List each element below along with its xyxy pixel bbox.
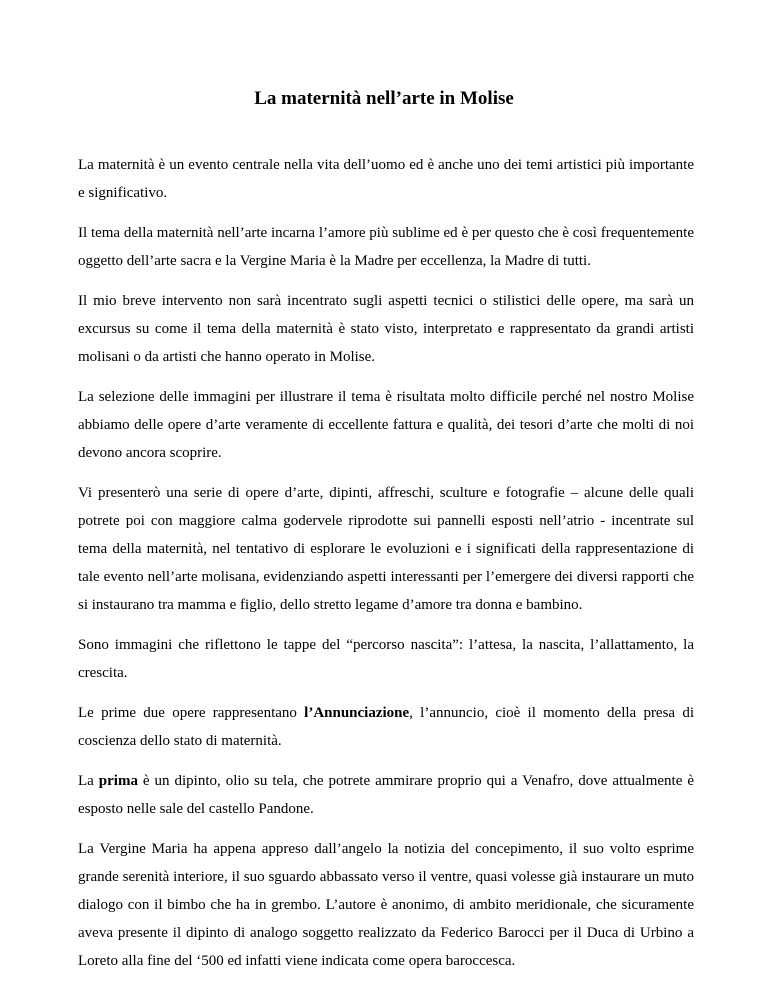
paragraph — [78, 479, 694, 619]
paragraph — [78, 383, 694, 467]
paragraph — [78, 151, 694, 207]
paragraph-text: Il tema della maternità nell’arte incarna l’amore più sublime ed è per questo che è così frequentemente oggetto dell’arte sacra e la Vergine Maria è la Madre per eccellenza, la Madre di tutti. — [78, 225, 694, 269]
paragraph — [78, 835, 694, 975]
paragraph-text: , l’annuncio, cioè il momento della presa di coscienza dello stato di maternità. — [78, 705, 695, 749]
paragraph — [78, 287, 694, 371]
document-title: La maternità nell’arte in Molise — [254, 88, 514, 109]
paragraph-text: La selezione delle immagini per illustrare il tema è risultata molto difficile perché nel nostro Molise abbiamo delle opere d’arte veramente di eccellente fattura e qualità, dei tesori d’arte che molti di noi devono ancora scoprire. — [78, 389, 694, 461]
paragraph-text: Vi presenterò una serie di opere d’arte, dipinti, affreschi, sculture e fotografie – alcune delle quali potrete poi con maggiore calma godervele riprodotte sui pannelli esposti nell’atrio - incentrate sul tema della maternità, nel tentativo di esplorare le evoluzioni e i significati della rappresentazione di tale evento nell’arte molisana, evidenziando aspetti interessanti per l’emergere dei diversi rapporti che si instaurano tra mamma e figlio, dello stretto legame d’amore tra donna e bambino. — [78, 485, 694, 613]
paragraph-text: Sono immagini che riflettono le tappe del “percorso nascita”: l’attesa, la nascita, l’allattamento, la crescita. — [78, 637, 694, 681]
paragraph — [78, 699, 694, 755]
emphasis-prima: prima — [98, 773, 138, 789]
paragraph — [78, 767, 694, 823]
paragraph-text: La Vergine Maria ha appena appreso dall’angelo la notizia del concepimento, il suo volto esprime grande serenità interiore, il suo sguardo abbassato verso il ventre, quasi volesse già instaurare un muto dialogo con il bimbo che ha in grembo. L’autore è anonimo, di ambito meridionale, che sicuramente aveva presente il dipinto di analogo soggetto realizzato da Federico Barocci per il Duca di Urbino a Loreto alla fine del ‘500 ed infatti viene indicata come opera baroccesca. — [78, 841, 694, 969]
paragraph-text: La — [78, 773, 99, 789]
paragraph — [78, 631, 694, 687]
paragraph-text: Il mio breve intervento non sarà incentrato sugli aspetti tecnici o stilistici delle opere, ma sarà un excursus su come il tema della maternità è stato visto, interpretato e rappresentato da grandi artisti molisani o da artisti che hanno operato in Molise. — [78, 293, 694, 365]
document-body — [78, 151, 694, 987]
paragraph-text: La maternità è un evento centrale nella vita dell’uomo ed è anche uno dei temi artistici più importante e significativo. — [78, 157, 694, 201]
paragraph — [78, 219, 694, 275]
paragraph-text: è un dipinto, olio su tela, che potrete ammirare proprio qui a Venafro, dove attualmente è esposto nelle sale del castello Pandone. — [78, 773, 694, 817]
paragraph-text: Le prime due opere rappresentano — [78, 705, 305, 721]
emphasis-annunciazione: l’Annunciazione — [304, 705, 410, 721]
